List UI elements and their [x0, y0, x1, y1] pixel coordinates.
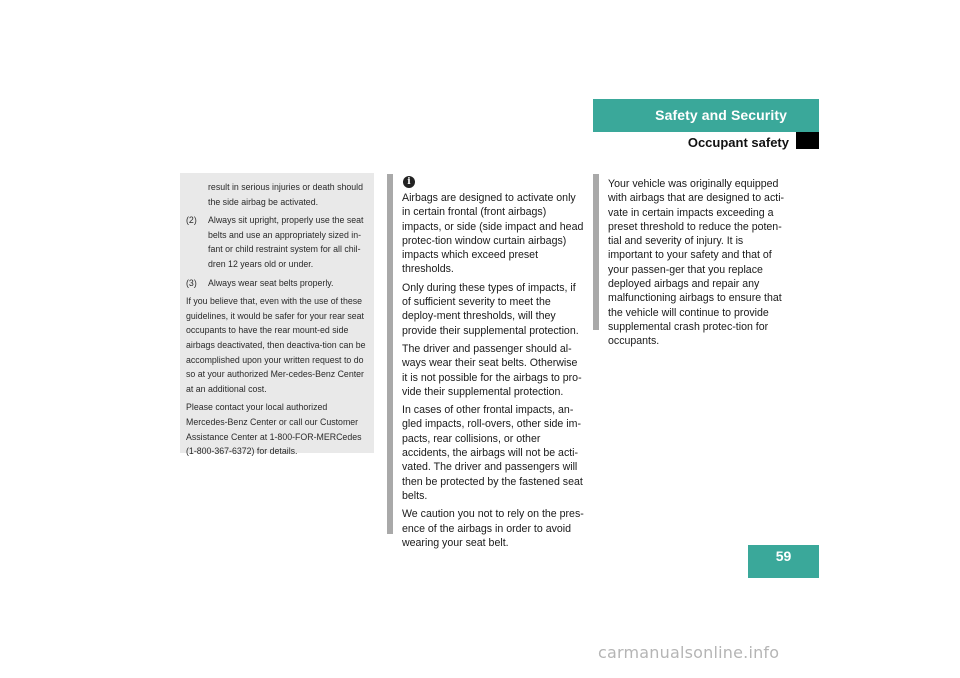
- right-paragraph: Your vehicle was originally equipped with airbags that are designed to acti-vate in certain impacts exceeding a preset threshold to reduce the poten-tial and severity of injury. It is important to your safety and that of your passen-ger that you replace deployed airbags and repair any malfunctioning airbags to ensure that the vehicle will continue to provide supplemental crash protec-tion for occupants.: [608, 178, 785, 348]
- continued-text: result in serious injuries or death should the side airbag be activated.: [208, 182, 364, 207]
- corner-tab: [796, 132, 819, 149]
- info-paragraph: The driver and passenger should al-ways wear their seat belts. Otherwise it is not possible for the airbags to pro-vide their supplemental protection.: [402, 342, 582, 398]
- note-paragraph: Please contact your local authorized Mercedes-Benz Center or call our Customer Assistance Center at 1-800-FOR-MERCedes (1-800-367-6372) for details.: [186, 402, 362, 457]
- right-column: [608, 177, 790, 349]
- subsection-title: Occupant safety: [687, 135, 789, 150]
- info-paragraph: We caution you not to rely on the pres-ence of the airbags in order to avoid wearing your seat belt.: [402, 508, 584, 549]
- note-paragraph: If you believe that, even with the use of these guidelines, it would be safer for your rear seat occupants to have the rear mount-ed side airbags deactivated, then deactiva-tion can be accomplished upon your written request to do so at your authorized Mer-cedes-Benz Center at an additional cost.: [186, 296, 366, 394]
- page-number: 59: [748, 545, 819, 578]
- list-item-number: (3): [186, 277, 197, 288]
- info-paragraph: Only during these types of impacts, if of sufficient severity to meet the deploy-ment thresholds, will they provide their supplemental protection.: [402, 281, 579, 337]
- list-item: [186, 213, 368, 271]
- note-box: [180, 173, 374, 457]
- list-item-text: Always wear seat belts properly.: [208, 277, 334, 288]
- list-item: [186, 276, 368, 291]
- info-paragraph: In cases of other frontal impacts, an-gled impacts, roll-overs, other side im-pacts, rear collisions, or other accidents, the airbags will not be acti-vated. The driver and passengers will then be protected by the fastened seat belts.: [402, 404, 583, 502]
- list-item-number: (2): [186, 215, 197, 226]
- section-header-band: [593, 99, 819, 132]
- info-column: [402, 176, 584, 554]
- info-paragraph: Airbags are designed to activate only in certain frontal (front airbags) impacts, or side (side impact and head protec-tion window curtain airbags) impacts which exceed preset thresholds.: [402, 192, 584, 276]
- list-item-text: Always sit upright, properly use the seat belts and use an appropriately sized in-fant or child restraint system for all chil-dren 12 years old or under.: [208, 215, 364, 269]
- info-side-bar: [387, 174, 393, 534]
- watermark: carmanualsonline.info: [598, 643, 780, 662]
- info-icon: i: [403, 176, 415, 188]
- section-title: Safety and Security: [655, 107, 787, 123]
- right-side-bar: [593, 174, 599, 330]
